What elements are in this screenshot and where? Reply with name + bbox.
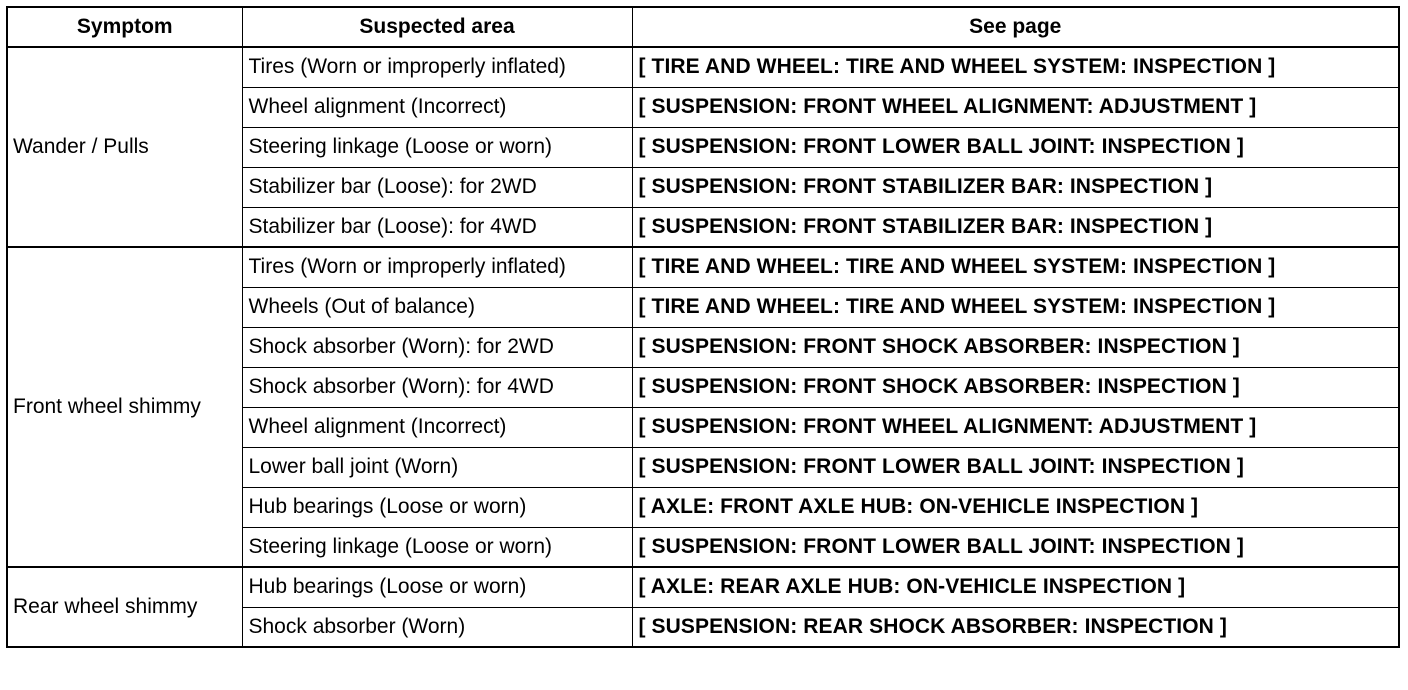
symptom-cell: Front wheel shimmy [7,247,242,567]
suspected-area-cell: Shock absorber (Worn): for 2WD [242,327,632,367]
suspected-area-cell: Steering linkage (Loose or worn) [242,527,632,567]
suspected-area-cell: Hub bearings (Loose or worn) [242,567,632,607]
suspected-area-cell: Hub bearings (Loose or worn) [242,487,632,527]
see-page-link[interactable]: [ SUSPENSION: FRONT SHOCK ABSORBER: INSPECTION ] [632,327,1399,367]
header-see-page: See page [632,7,1399,47]
suspected-area-cell: Wheel alignment (Incorrect) [242,407,632,447]
see-page-link[interactable]: [ TIRE AND WHEEL: TIRE AND WHEEL SYSTEM: INSPECTION ] [632,247,1399,287]
suspected-area-cell: Steering linkage (Loose or worn) [242,127,632,167]
header-symptom: Symptom [7,7,242,47]
see-page-link[interactable]: [ AXLE: REAR AXLE HUB: ON-VEHICLE INSPECTION ] [632,567,1399,607]
suspected-area-cell: Tires (Worn or improperly inflated) [242,247,632,287]
suspected-area-cell: Stabilizer bar (Loose): for 2WD [242,167,632,207]
see-page-link[interactable]: [ SUSPENSION: REAR SHOCK ABSORBER: INSPECTION ] [632,607,1399,647]
suspected-area-cell: Shock absorber (Worn) [242,607,632,647]
see-page-link[interactable]: [ SUSPENSION: FRONT SHOCK ABSORBER: INSPECTION ] [632,367,1399,407]
see-page-link[interactable]: [ SUSPENSION: FRONT LOWER BALL JOINT: INSPECTION ] [632,447,1399,487]
see-page-link[interactable]: [ SUSPENSION: FRONT STABILIZER BAR: INSPECTION ] [632,207,1399,247]
suspected-area-cell: Stabilizer bar (Loose): for 4WD [242,207,632,247]
symptom-cell: Rear wheel shimmy [7,567,242,647]
symptom-cell: Wander / Pulls [7,47,242,247]
suspected-area-cell: Tires (Worn or improperly inflated) [242,47,632,87]
see-page-link[interactable]: [ SUSPENSION: FRONT WHEEL ALIGNMENT: ADJUSTMENT ] [632,407,1399,447]
see-page-link[interactable]: [ SUSPENSION: FRONT LOWER BALL JOINT: INSPECTION ] [632,127,1399,167]
table-row [7,47,1399,87]
suspected-area-cell: Wheel alignment (Incorrect) [242,87,632,127]
suspected-area-cell: Shock absorber (Worn): for 4WD [242,367,632,407]
suspected-area-cell: Wheels (Out of balance) [242,287,632,327]
table-body [7,47,1399,647]
header-row [7,7,1399,47]
diagnosis-table [6,6,1400,648]
table-row [7,567,1399,607]
see-page-link[interactable]: [ SUSPENSION: FRONT LOWER BALL JOINT: INSPECTION ] [632,527,1399,567]
suspected-area-cell: Lower ball joint (Worn) [242,447,632,487]
header-suspected-area: Suspected area [242,7,632,47]
see-page-link[interactable]: [ AXLE: FRONT AXLE HUB: ON-VEHICLE INSPECTION ] [632,487,1399,527]
see-page-link[interactable]: [ TIRE AND WHEEL: TIRE AND WHEEL SYSTEM: INSPECTION ] [632,47,1399,87]
table-row [7,247,1399,287]
see-page-link[interactable]: [ TIRE AND WHEEL: TIRE AND WHEEL SYSTEM: INSPECTION ] [632,287,1399,327]
see-page-link[interactable]: [ SUSPENSION: FRONT WHEEL ALIGNMENT: ADJUSTMENT ] [632,87,1399,127]
see-page-link[interactable]: [ SUSPENSION: FRONT STABILIZER BAR: INSPECTION ] [632,167,1399,207]
